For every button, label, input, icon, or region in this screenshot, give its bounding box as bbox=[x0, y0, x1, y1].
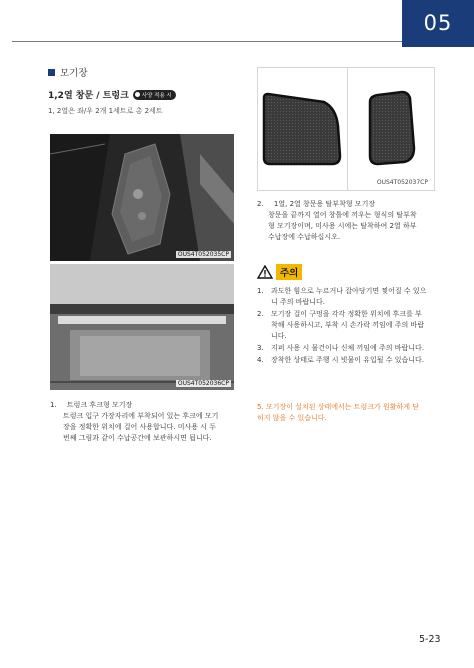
photo2-code: OUS4T052036CP bbox=[177, 380, 229, 387]
step1-number: 1. bbox=[50, 401, 57, 409]
option-badge-text: 사양 적용 시 bbox=[141, 92, 172, 99]
caution-line: 과도한 힘으로 누르거나 잡아당기면 찢어질 수 있으 bbox=[271, 287, 427, 295]
orange-note-line: 히지 않을 수 있습니다. bbox=[257, 414, 327, 422]
caution-line: 착해 사용하시고, 부착 시 손가락 끼임에 주의 바랍 bbox=[271, 321, 425, 329]
figure-divider bbox=[347, 68, 348, 190]
step1-title: 트렁크 후크형 모기장 bbox=[66, 401, 133, 409]
caution-item bbox=[257, 286, 443, 308]
subtitle bbox=[48, 88, 176, 101]
trunk-storage-photo bbox=[50, 264, 234, 390]
header-rule bbox=[12, 41, 402, 42]
window-net-figure bbox=[257, 67, 435, 191]
trunk-hook-photo bbox=[50, 134, 234, 261]
step1-heading bbox=[50, 400, 132, 411]
subtitle-text: 1,2열 창문 / 트렁크 bbox=[48, 91, 129, 101]
caution-item bbox=[257, 309, 443, 342]
option-dot-icon bbox=[135, 92, 140, 97]
chapter-tab: 05 bbox=[402, 0, 474, 47]
section-heading bbox=[48, 65, 88, 79]
step1-line: 장을 정확한 위치에 걸어 사용합니다. 미사용 시 두 bbox=[63, 423, 217, 431]
right-image-code: OUS4T052037CP bbox=[376, 179, 428, 186]
step2-line: 창문을 끝까지 열어 창틀에 끼우는 형식의 탈부착 bbox=[268, 211, 417, 219]
caution-number: 4. bbox=[257, 356, 264, 364]
caution-line: 모기장 걸이 구멍을 각각 정확한 위치에 후크를 부 bbox=[271, 310, 422, 318]
step2-title: 1열, 2열 창문용 탈부착형 모기장 bbox=[273, 200, 376, 208]
caution-line: 니 주의 바랍니다. bbox=[271, 298, 326, 306]
step2-heading bbox=[257, 199, 375, 210]
caution-line: 지퍼 사용 시 물건이나 신체 끼임에 주의 바랍니다. bbox=[271, 344, 425, 352]
caution-heading bbox=[257, 264, 302, 280]
caution-number: 3. bbox=[257, 344, 264, 352]
trunk-storage-illustration bbox=[50, 264, 234, 390]
section-square-icon bbox=[48, 69, 55, 76]
page-number: 5-23 bbox=[419, 634, 441, 645]
caution-list bbox=[257, 286, 443, 367]
step1-line: 트렁크 입구 가장자리에 부착되어 있는 후크에 모기 bbox=[63, 412, 219, 420]
caution-line: 니다. bbox=[271, 332, 287, 340]
caution-item bbox=[257, 355, 443, 366]
warning-triangle-icon bbox=[257, 265, 273, 279]
trunk-hook-illustration bbox=[50, 134, 234, 261]
step2-line: 형 모기장이며, 미사용 시에는 탈착하여 2열 하부 bbox=[268, 222, 417, 230]
step2-number: 2. bbox=[257, 200, 264, 208]
caution-number: 1. bbox=[257, 287, 264, 295]
caution-line: 장착한 상태로 주행 시 빗물이 유입될 수 있습니다. bbox=[271, 356, 425, 364]
caution-item bbox=[257, 343, 443, 354]
step1-line: 번째 그림과 같이 수납공간에 보관하시면 됩니다. bbox=[63, 434, 212, 442]
photo1-code: OUS4T052035CP bbox=[177, 251, 229, 258]
set-note: 1, 2열은 좌/우 2개 1세트로 총 2세트 bbox=[48, 107, 163, 115]
option-badge bbox=[133, 90, 176, 100]
step1-body bbox=[63, 411, 218, 444]
orange-note-line: 5. 모기장이 설치된 상태에서는 트렁크가 원활하게 닫 bbox=[257, 403, 420, 411]
orange-note bbox=[257, 402, 445, 424]
caution-label: 주의 bbox=[276, 264, 302, 280]
step2-line: 수납장에 수납하십시오. bbox=[268, 233, 341, 241]
caution-number: 2. bbox=[257, 310, 264, 318]
section-title: 모기장 bbox=[60, 68, 88, 79]
step2-body bbox=[268, 210, 417, 243]
